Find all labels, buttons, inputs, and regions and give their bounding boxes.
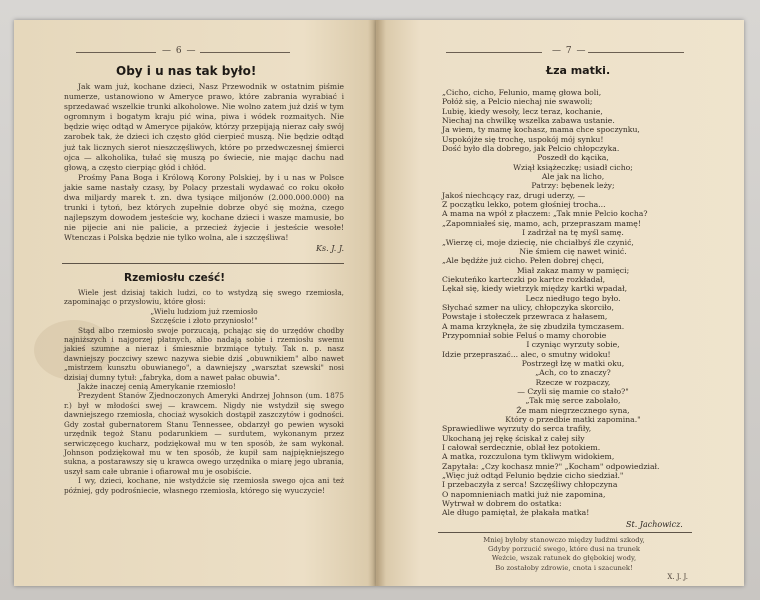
poem-line: O napomnieniach matki już nie zapomina, [442,489,606,499]
poem-line: — Czyli się mamie co stało?" [517,387,629,396]
book-gutter [368,20,386,586]
poem-line: Niechaj na chwilkę wszelka zabawa ustanie. [442,116,615,126]
paragraph: Stąd albo rzemiosło swoje porzucają, pchając się do urzędów chodby najniższych i najgorzej płatnych, albo nadają sobie i rzemiosłu swemu jakieś szumne a nieraz i śmiesznie brzmiące tytuły. Tak n. p. nasz dawniejszy poczciwy szewc nazywa siebie dziś „obuwnikiem" albo nawet „mistrzem kunsztu obuwianego", a dawniejszy „warsztat szewski" nosi dzisiaj dumny tytuł: „fabryka, dom a nawet pałac obuwia". [64,325,344,382]
poem-line: Rzecze w rozpaczy, [535,377,611,387]
poem-line: Poszedł do kącika, [537,153,609,163]
page-number-left: — 6 — [162,46,197,56]
footer-line: Mniej byłoby stanowczo między ludźmi szkody, [483,536,645,544]
paragraph: Wiele jest dzisiaj takich ludzi, co to wstydzą się swego rzemiosła, zapominając o przysłowiu, które głosi: [64,288,344,307]
footer-divider [438,532,692,533]
poem-line: „Zapomniałeś się, mamo, ach, przepraszam mamę! [442,218,641,228]
poem-line: „Więc już odtąd Felunio będzie cicho siedział." [442,471,624,481]
paragraph: Jak wam już, kochane dzieci, Nasz Przewodnik w ostatnim piśmie numerze, ustanowiono w Ameryce prawo, które zabrania wyrabiać i sprzedawać wszelkie trunki alkoholowe. Nie wolno zatem już dziś w tym ogromnym i bogatym kraju pić wina, piwa i wódek rozmaitych. Nie będzie więc odtąd w Ameryce pijaków, którzy przepijają nieraz cały swój zarobek tak, że dzieci ich często głód cierpieć muszą. Nie będzie odtąd już tak licznych sierot nieszczęśliwych, które po przedwczesnej śmierci ojca — alkoholika, tułać się muszą po świecie, nie mając dachu nad głową, a często cierpiąc głód i chłód. [64,82,344,172]
poem-line: Przypomniał sobie Feluś o mamy chorobie [442,330,607,340]
poem-line: Postrzegł łzę w matki oku, [521,358,625,368]
poem-signature: St. Jachowicz. [626,520,683,529]
page-number-right: — 7 — [552,46,587,56]
poem-line: Wytrwał w dobrem do ostatka: [442,499,562,509]
article-title-rzemioslu: Rzemiosłu cześć! [124,272,226,284]
verse-line: Szczęście i złoto przyniosło!" [150,316,258,326]
footer-line: Weźcie, wszak ratunek do głębokiej wody, [491,554,637,563]
poem-line: Ale długo pamiętał, że płakała matka! [442,508,590,518]
poem-line: Wziął książeczkę; usiadł cicho; [513,162,633,172]
header-rule-left [76,52,156,53]
header-rule-left [446,52,542,53]
poem-line: Dość było dla dobrego, jak Pelcio chłopczyka. [442,144,620,154]
footer-line: Bo zostałoby zdrowie, cnota i szacunek! [495,563,633,572]
signature: Ks. J. J. [316,243,344,253]
poem-line: Sprawiedliwe wyrzuty do serca trafiły, [442,424,592,434]
poem-line: Jakoś niechcący raz, drugi uderzy, — [442,190,586,200]
paragraph: Jakże inaczej cenią Amerykanie rzemiosło! [78,382,236,392]
article-title-oby: Oby i u nas tak było! [116,64,257,78]
poem-line: A matka, rozczulona tym tkliwym widokiem, [442,452,615,462]
poem-line: A mama krzyknęła, że się zbudziła tymczasem. [442,321,625,331]
poem-line: Ja wiem, ty mamę kochasz, mama chce spoczynku, [442,125,640,135]
left-page [14,20,376,586]
poem-title: Łza matki. [546,64,611,77]
poem-line: „Ale będźże już cicho. Pełen dobrej chęci, [442,256,605,266]
article-oby-body [64,82,344,254]
poem-line: A mama na wpół z płaczem: „Tak mnie Pelcio kocha? [442,209,648,219]
article-rzemioslu-body [64,288,344,495]
poem-line: Powstaje i stołeczek przewraca z hałasem, [442,312,608,322]
paragraph: Prośmy Pana Boga i Królową Korony Polskiej, by i u nas w Polsce jakie same nastały czasy, by Polacy przestali wydawać co roku około dwa miljardy marek t. zn. dwa tysiące miljonów (2.000.000.000) na trunki i tytoń, bez których zupełnie dobrze obyć się można, czego najlepszym dowodem jesteście wy, kochane dzieci i wasze mamusie, bo nie pijecie ani nie palicie, a przecież żyjecie i jesteście wesołe! Wtenczas i Polska będzie nie tylko wolna, ale i szczęśliwa! [64,172,344,243]
poem-line: Zapytała: „Czy kochasz mnie?" „Kocham" odpowiedział. [442,461,660,471]
paragraph: I wy, dzieci, kochane, nie wstydźcie się rzemiosła swego ojca ani też później, gdy podrośniecie, własnego rzemiosła, którego się wyuczycie! [64,476,344,495]
poem-line: Ciekuteńko karteczki po kartce rozkładał, [442,274,606,284]
footer-signature: X. J. J. [667,572,688,581]
right-page [376,20,744,586]
poem-line: I przebaczyła z serca! Szczęśliwy chłopczyna [442,480,618,490]
poem-line: Lubię, kiedy wesoły, lecz teraz, kochanie, [442,106,603,116]
footer-line: Gdyby porzucić swego, które dusi na trunek [487,545,641,554]
verse-line: „Wielu ludziom już rzemiosło [150,306,258,316]
poem-line: Patrzy: bębenek leży; [531,181,615,191]
poem-body [442,88,704,518]
header-rule-right [588,52,684,53]
poem-line: Ale jak na licho, [541,172,605,182]
paragraph: Prezydent Stanów Zjednoczonych Ameryki Andrzej Johnson (um. 1875 r.) był w młodości swej — krawcem. Nigdy nie wstydził się swego dawniejszego rzemiosła, chociaż wysokich dostąpił zaszczytów i godności. Gdy został gubernatorem Stanu Tennessee, obdarzył go pewien wysoki urzędnik tegoż Stanu podarunkiem — surdutem, wykonanym przez serwiczęcego kucharz, podziękował mu w ten sposób, że sam wykonał. Johnson podziękował mu w ten sposób, że kupił sam najpiękniejszego sukna, a postarawszy się u krawca owego urzędnika o miarę jego ubrania, uszył sam całe ubranie i ofiarował mu je osobiście. [64,391,344,476]
poem-line: „Tak mię serce zabolało, [525,396,621,406]
poem-line: Uspokójże się trochę, uspokój mój synku! [442,134,604,144]
poem-line: I całował serdecznie, oblał łez potokiem. [442,443,601,453]
footer-verse [440,536,688,582]
poem-line: I czyniąc wyrzuty sobie, [526,340,620,350]
poem-line: I zadrżał na tę myśl samę. [522,228,624,238]
poem-line: Idzie przepraszać... alec, o smutny widoku! [442,349,611,359]
poem-line: Nie śmiem cię nawet winić. [519,246,627,256]
poem-line: Miał zakaz mamy w pamięci; [516,265,630,275]
section-divider [62,263,344,264]
poem-line: Że mam niegrzecznego syna, [516,405,630,415]
poem-line: Lecz niedługo tego było. [525,293,621,303]
open-booklet [14,20,744,586]
poem-line: Lękał się, kiedy wietrzyk między kartki wpadał, [442,284,628,294]
poem-line: Słychać szmer na ulicy, chłopczyka skorciło, [442,302,614,312]
poem-line: Który o przedbie matki zapomina." [505,415,641,425]
poem-line: „Ach, co to znaczy? [535,368,611,378]
poem-line: „Cicho, cicho, Felunio, mamę głowa boli, [442,88,602,97]
poem-line: Ukochaną jej rękę ściskał z całej siły [442,433,585,443]
poem-line: „Wierzę ci, moje dziecię, nie chciałbyś źle czynić, [442,237,634,247]
poem-line: Połóż się, a Pelcio niechaj nie swawoli; [442,97,593,107]
poem-line: Z początku lekko, potem głośniej trocha... [442,200,606,210]
header-rule-right [200,52,290,53]
